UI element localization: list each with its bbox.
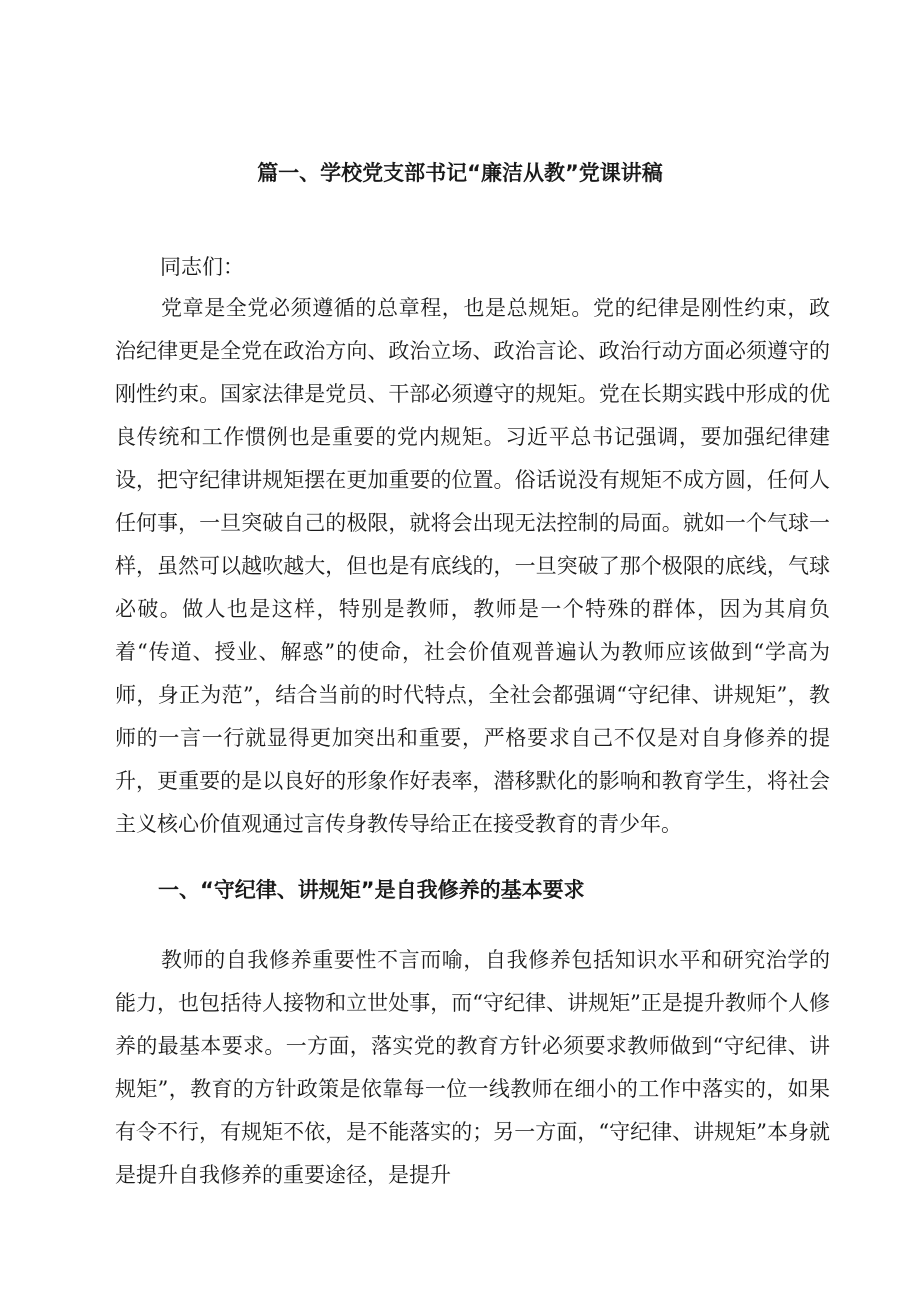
section-1-heading: 一、“守纪律、讲规矩”是自我修养的基本要求 (158, 878, 585, 902)
paragraph-1: 党章是全党必须遵循的总章程，也是总规矩。党的纪律是刚性约束，政治纪律更是全党在政治方向、政治立场、政治言论、政治行动方面必须遵守的刚性约束。国家法律是党员、干部必须遵守的规矩。党在长期实践中形成的优良传统和工作惯例也是重要的党内规矩。习近平总书记强调，要加强纪律建设，把守纪律讲规矩摆在更加重要的位置。俗话说没有规矩不成方圆，任何人任何事，一旦突破自己的极限，就将会出现无法控制的局面。就如一个气球一样，虽然可以越吹越大，但也是有底线的，一旦突破了那个极限的底线，气球必破。做人也是这样，特别是教师，教师是一个特殊的群体，因为其肩负着“传道、授业、解惑”的使命，社会价值观普遍认为教师应该做到“学高为师，身正为范”，结合当前的时代特点，全社会都强调“守纪律、讲规矩”，教师的一言一行就显得更加突出和重要，严格要求自己不仅是对自身修养的提升，更重要的是以良好的形象作好表率，潜移默化的影响和教育学生，将社会主义核心价值观通过言传身教传导给正在接受教育的青少年。 (115, 296, 830, 836)
salutation: 同志们： (160, 255, 244, 279)
document-title: 篇一、学校党支部书记“廉洁从教”党课讲稿 (257, 161, 663, 185)
paragraph-2: 教师的自我修养重要性不言而喻，自我修养包括知识水平和研究治学的能力，也包括待人接物和立世处事，而“守纪律、讲规矩”正是提升教师个人修养的最基本要求。一方面，落实党的教育方针必须要求教师做到“守纪律、讲规矩”，教育的方针政策是依靠每一位一线教师在细小的工作中落实的，如果有令不行，有规矩不依，是不能落实的；另一方面，“守纪律、讲规矩”本身就是提升自我修养的重要途径，是提升 (115, 948, 830, 1187)
